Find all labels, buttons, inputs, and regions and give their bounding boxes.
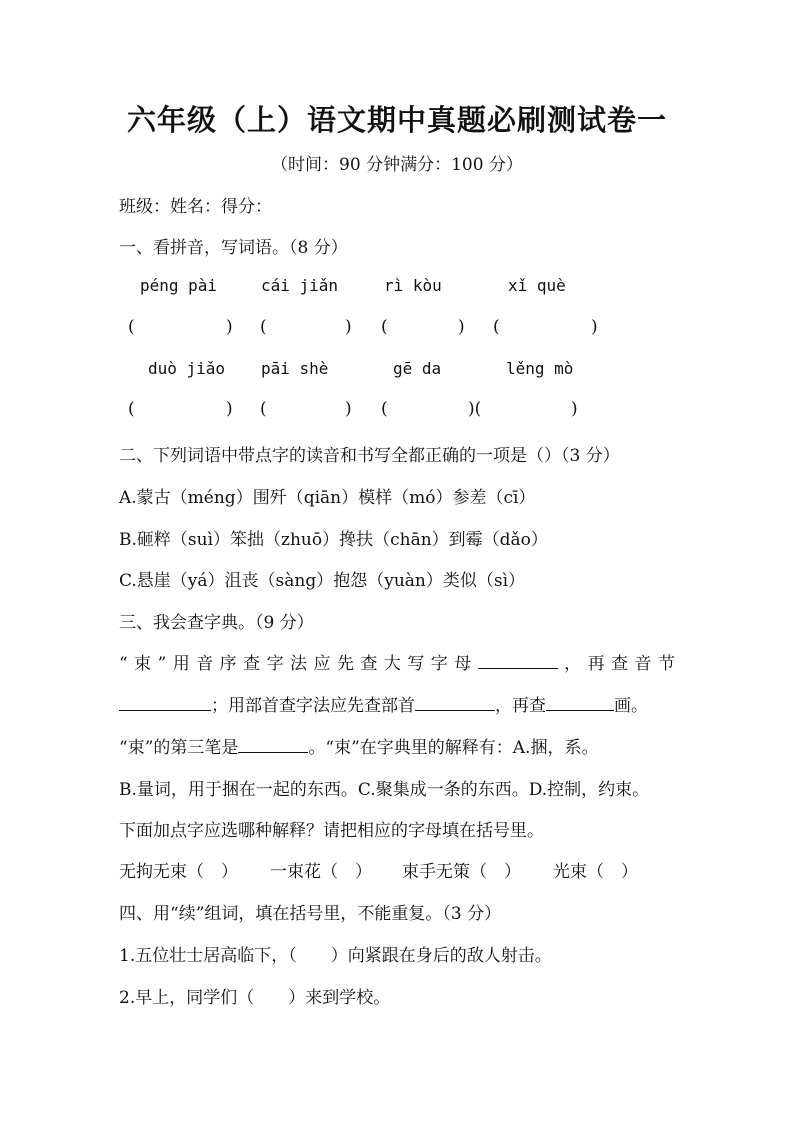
fill-blank[interactable] [478,652,558,669]
dictionary-instruction: 下面加点字应选哪种解释？请把相应的字母填在括号里。 [119,821,544,841]
answer-bracket[interactable]: ( [260,317,267,337]
pinyin-item: péng pài [140,276,218,295]
fill-blank[interactable] [546,694,614,711]
option-a[interactable]: A.蒙古（méng）围歼（qiān）模样（mó）参差（cī） [119,488,536,508]
word-answer-item[interactable]: 无拘无束（ ） [119,862,238,882]
fill-blank[interactable] [415,694,495,711]
pinyin-item: gē da [393,359,442,378]
dictionary-question-line3: “束”的第三笔是 。“束”在字典里的解释有：A.捆，系。 [119,738,599,758]
question-2[interactable]: 2.早上，同学们（ ）来到学校。 [119,988,391,1008]
fill-blank[interactable] [119,694,211,711]
word-answer-item[interactable]: 束手无策（ ） [402,862,521,882]
section4-heading: 四、用“续”组词，填在括号里，不能重复。（3 分） [119,904,502,924]
pinyin-item: cái jiǎn [261,276,339,295]
answer-bracket[interactable]: ( [128,399,135,419]
section1-heading: 一、看拼音，写词语。（8 分） [119,238,348,258]
pinyin-item: xǐ què [508,276,566,295]
option-c[interactable]: C.悬崖（yá）沮丧（sàng）抱怨（yuàn）类似（sì） [119,571,526,591]
section2-heading: 二、下列词语中带点字的读音和书写全都正确的一项是（）（3 分） [119,446,620,466]
page-title: 六年级（上）语文期中真题必刷测试卷一 [126,103,667,137]
pinyin-item: pāi shè [261,359,329,378]
answer-bracket[interactable]: ( [381,399,388,419]
word-answer-item[interactable]: 一束花（ ） [270,862,372,882]
answer-bracket[interactable]: ( [381,317,388,337]
option-b[interactable]: B.砸粹（suì）笨拙（zhuō）搀扶（chān）到霉（dǎo） [119,530,548,550]
pinyin-item: rì kòu [384,276,442,295]
answer-bracket[interactable]: ( [260,399,267,419]
pinyin-item: lěng mò [506,359,574,378]
answer-bracket[interactable]: ( [128,317,135,337]
section3-heading: 三、我会查字典。（9 分） [119,613,314,633]
pinyin-item: duò jiǎo [148,359,226,378]
dictionary-question-line2: ；用部首查字法应先查部首 ，再查 画。 [119,691,648,716]
dictionary-question-line1: “束”用音序查字法应先查大写字母 ，再查音节 [119,654,675,674]
answer-bracket[interactable]: ( [493,317,500,337]
exam-page: 六年级（上）语文期中真题必刷测试卷一 （时间：90 分钟满分：100 分） 班级：姓名：得分： 一、看拼音，写词语。（8 分） péng pài cái jiǎn rì kòu xǐ què ( ) ( ) ( ) ( ) duò jiǎo pāi shè gē da lěng mò ( ) ( ) ( )( ) 二、下列词语中带点字的读音和书写全都正确的一项是（）（3 分） A.蒙古（méng）围歼（qiān）模样（mó）参差（cī） B.砸粹（suì）笨拙（zhuō）搀扶（chān）到霉（dǎo） C.悬崖（yá）沮丧（sàng）抱怨（yuàn）类似（sì） 三、我会查字典。（9 分） “束”用音序查字法应先查大写字母 ，再查音节 ；用部首查字法应先查部首 ，再查 画。 “束”的第三笔是 。“束”在字典里的解释有：A.捆，系。 B.量词，用于捆在一起的东西。C.聚集成一条的东西。D.控制，约束。 下面加点字应选哪种解释？请把相应的字母填在括号里。 无拘无束（ ） 一束花（ ） 束手无策（ ） 光束（ ） 四、用“续”组词，填在括号里，不能重复。（3 分） 1.五位壮士居高临下，（ ）向紧跟在身后的敌人射击。 2.早上，同学们（ ）来到学校。 [0,0,794,1123]
student-info: 班级：姓名：得分： [119,197,272,217]
question-1[interactable]: 1.五位壮士居高临下，（ ）向紧跟在身后的敌人射击。 [119,946,552,966]
fill-blank[interactable] [238,736,308,753]
dictionary-meanings: B.量词，用于捆在一起的东西。C.聚集成一条的东西。D.控制，约束。 [119,780,650,800]
word-answer-item[interactable]: 光束（ ） [553,862,638,882]
exam-duration-score: （时间：90 分钟满分：100 分） [271,155,523,175]
